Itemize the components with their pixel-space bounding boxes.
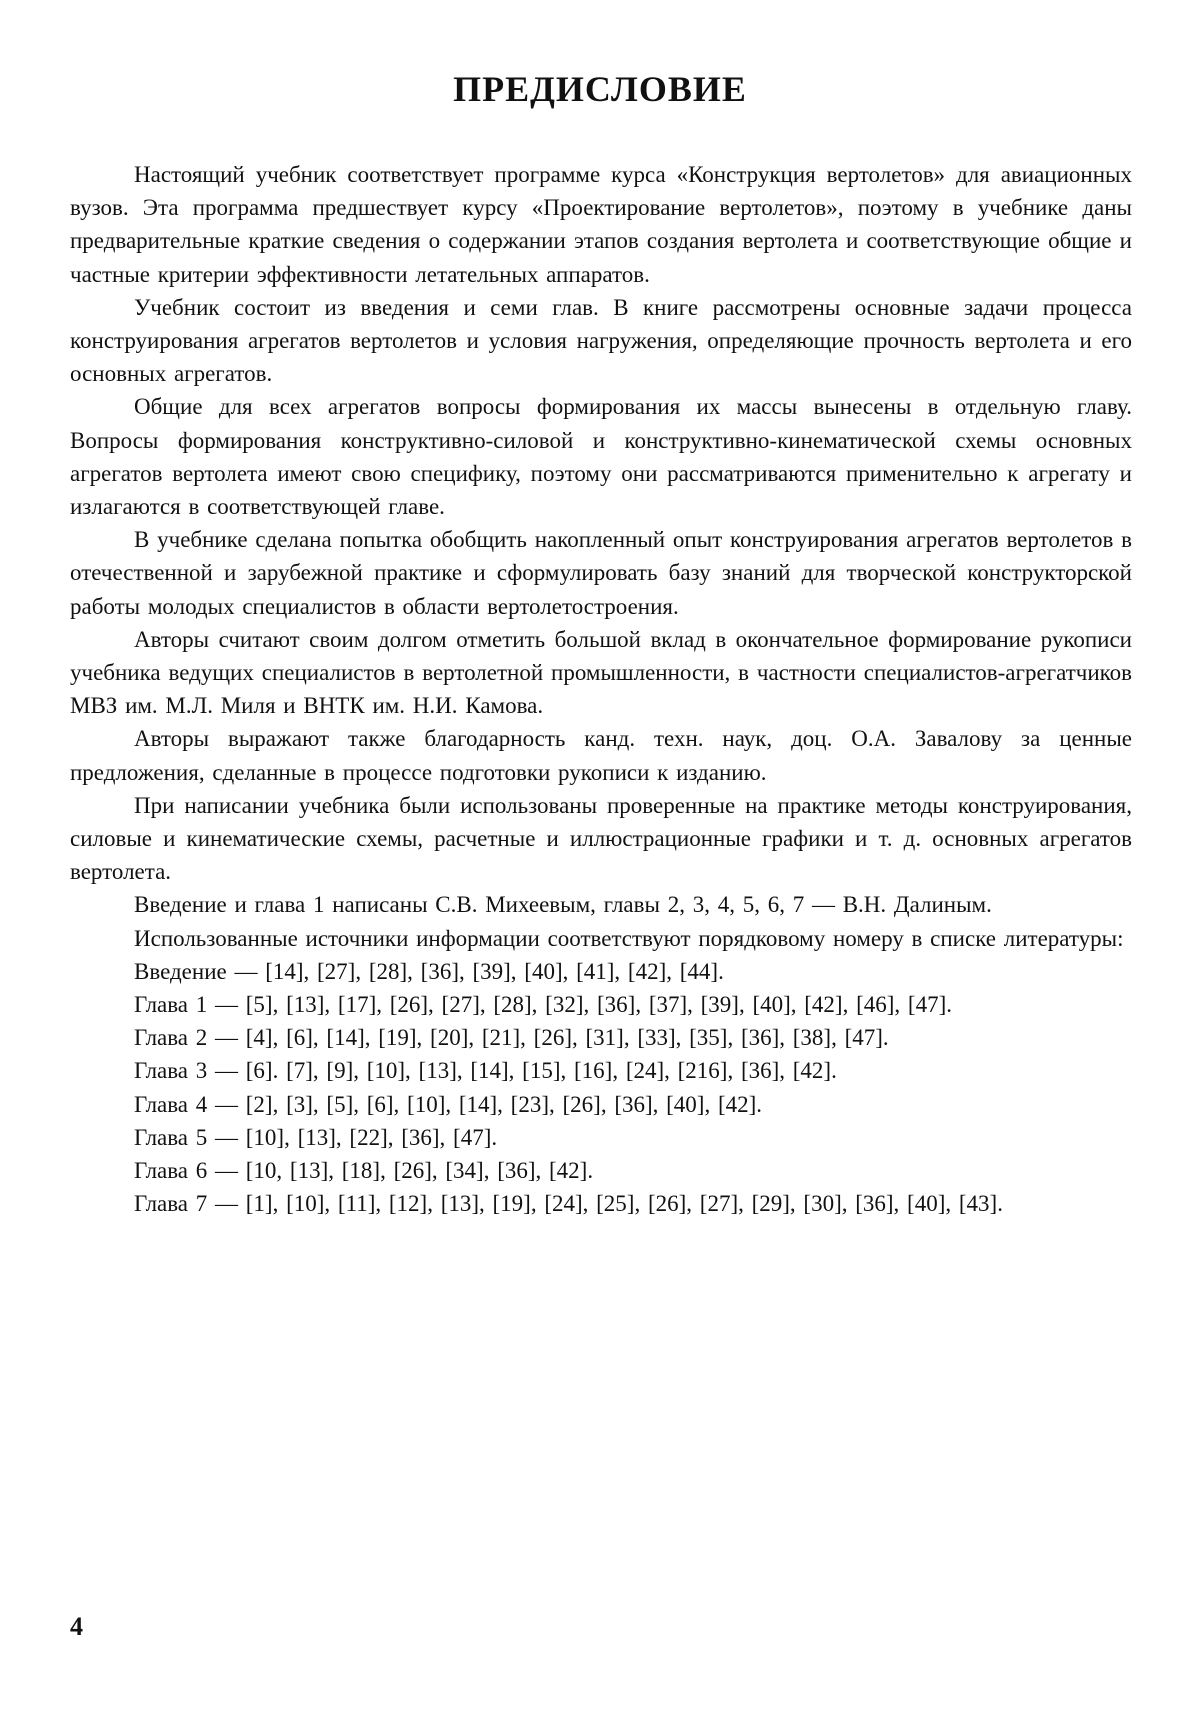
- paragraph: При написании учебника были использованы проверенные на практике методы конструирования, силовые и кинематические схемы, расчетные и иллюстрационные графики и т. д. основных агрегатов вертолета.: [70, 789, 1132, 889]
- paragraph: Авторы выражают также благодарность канд. техн. наук, доц. О.А. Завалову за ценные предложения, сделанные в процессе подготовки рукописи к изданию.: [70, 722, 1132, 788]
- source-list-item: Глава 2 — [4], [6], [14], [19], [20], [21], [26], [31], [33], [35], [36], [38], [47].: [70, 1021, 1132, 1054]
- paragraph: Общие для всех агрегатов вопросы формирования их массы вынесены в отдельную главу. Вопросы формирования конструктивно-силовой и конструктивно-кинематической схемы основных агрегатов вертолета имеют свою специфику, поэтому они рассматриваются применительно к агрегату и излагаются в соответствующей главе.: [70, 390, 1132, 523]
- source-list-item: Глава 1 — [5], [13], [17], [26], [27], [28], [32], [36], [37], [39], [40], [42], [46], [47].: [70, 988, 1132, 1021]
- paragraph: В учебнике сделана попытка обобщить накопленный опыт конструирования агрегатов вертолетов в отечественной и зарубежной практике и сформулировать базу знаний для творческой конструкторской работы молодых специалистов в области вертолетостроения.: [70, 523, 1132, 623]
- source-list-item: Глава 5 — [10], [13], [22], [36], [47].: [70, 1121, 1132, 1154]
- source-list-item: Глава 4 — [2], [3], [5], [6], [10], [14], [23], [26], [36], [40], [42].: [70, 1088, 1132, 1121]
- paragraph: Настоящий учебник соответствует программе курса «Конструкция вертолетов» для авиационных вузов. Эта программа предшествует курсу «Проектирование вертолетов», поэтому в учебнике даны предварительные краткие сведения о содержании этапов создания вертолета и соответствующие общие и частные критерии эффективности летательных аппаратов.: [70, 158, 1132, 291]
- paragraph: Введение и глава 1 написаны С.В. Михеевым, главы 2, 3, 4, 5, 6, 7 — В.Н. Далиным.: [70, 888, 1132, 921]
- document-page: [0, 0, 1200, 1730]
- source-list-item: Глава 3 — [6]. [7], [9], [10], [13], [14], [15], [16], [24], [216], [36], [42].: [70, 1054, 1132, 1087]
- page-number: 4: [70, 1612, 83, 1642]
- source-list-item: Введение — [14], [27], [28], [36], [39], [40], [41], [42], [44].: [70, 955, 1132, 988]
- paragraph: Использованные источники информации соответствуют порядковому номеру в списке литературы:: [70, 922, 1132, 955]
- preface-body: [70, 158, 1132, 1221]
- page-title: ПРЕДИСЛОВИЕ: [0, 68, 1200, 110]
- source-list-item: Глава 7 — [1], [10], [11], [12], [13], [19], [24], [25], [26], [27], [29], [30], [36], [40], [43].: [70, 1187, 1132, 1220]
- paragraph: Авторы считают своим долгом отметить большой вклад в окончательное формирование рукописи учебника ведущих специалистов в вертолетной промышленности, в частности специалистов-агрегатчиков МВЗ им. М.Л. Миля и ВНТК им. Н.И. Камова.: [70, 623, 1132, 723]
- paragraph: Учебник состоит из введения и семи глав. В книге рассмотрены основные задачи процесса конструирования агрегатов вертолетов и условия нагружения, определяющие прочность вертолета и его основных агрегатов.: [70, 291, 1132, 391]
- source-list-item: Глава 6 — [10, [13], [18], [26], [34], [36], [42].: [70, 1154, 1132, 1187]
